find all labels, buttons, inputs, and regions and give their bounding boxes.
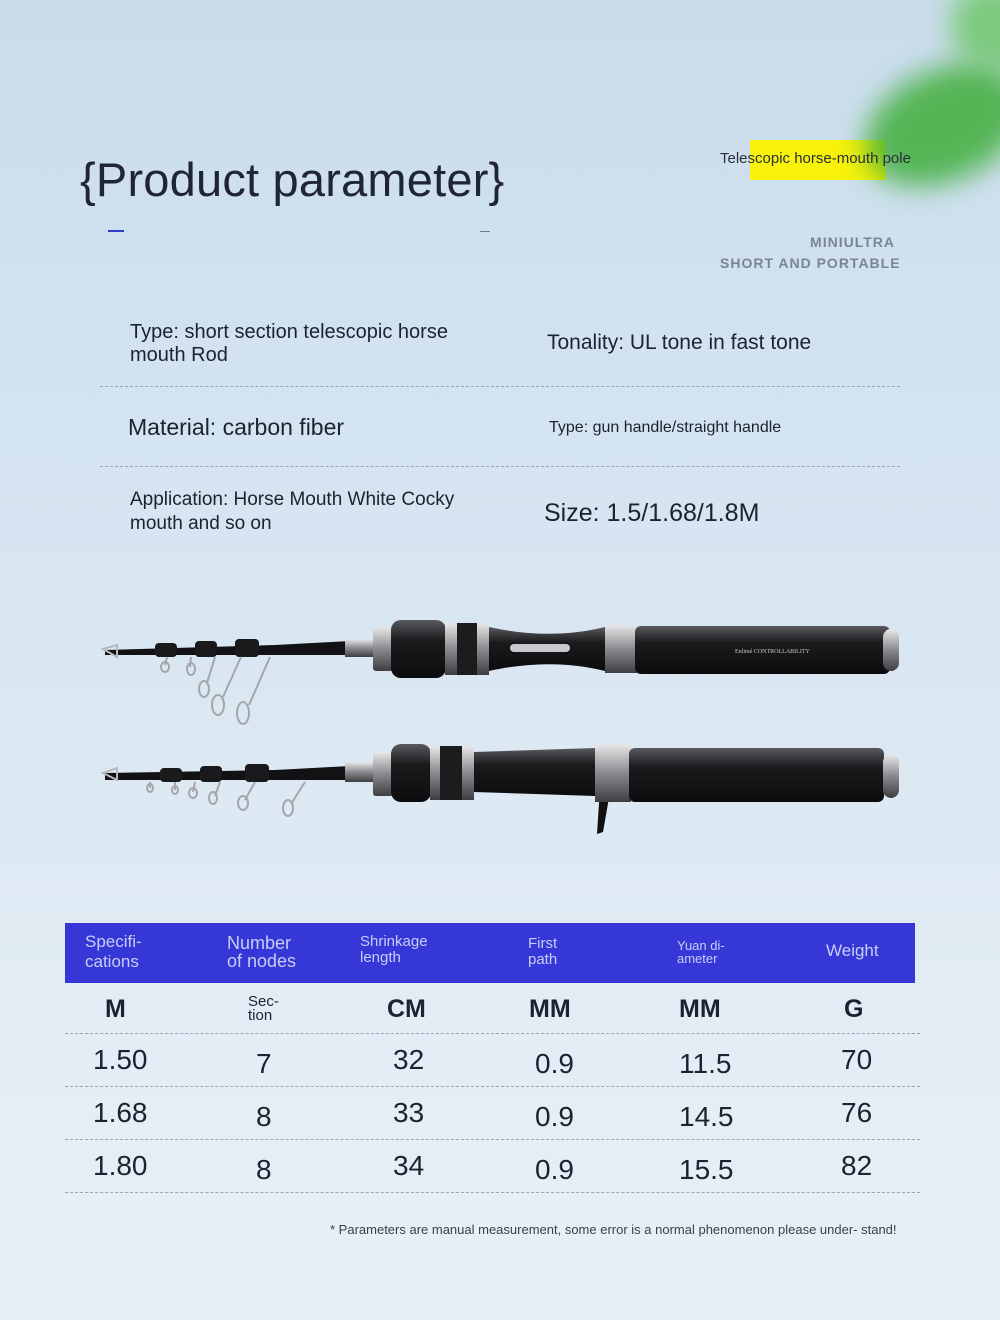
unit-cell: MM bbox=[529, 995, 571, 1023]
product-subtag bbox=[720, 232, 901, 274]
unit-cell: MM bbox=[679, 995, 721, 1023]
cell-weight: 82 bbox=[841, 1150, 873, 1181]
cell-sections: 8 bbox=[256, 1101, 272, 1132]
cell-weight: 70 bbox=[841, 1044, 873, 1075]
row-divider bbox=[65, 1192, 920, 1193]
cell-diameter: 14.5 bbox=[679, 1101, 734, 1132]
straight-handle-rod-image bbox=[95, 605, 915, 730]
spec-material: Material: carbon fiber bbox=[128, 414, 345, 440]
rod-logo-text: Enlimé CONTROLLABILITY bbox=[735, 649, 810, 655]
spec-type: Type: short section telescopic horse mouth Rod bbox=[130, 321, 448, 366]
gun-handle-rod-image bbox=[95, 730, 915, 840]
cell-shrinkage: 33 bbox=[393, 1097, 425, 1128]
table-row bbox=[65, 1140, 915, 1192]
col-header-shrinkage: Shrinkage length bbox=[360, 933, 428, 966]
cell-diameter: 11.5 bbox=[679, 1048, 732, 1079]
table-header-row bbox=[65, 923, 915, 983]
divider bbox=[100, 466, 900, 467]
subtag-line: SHORT AND PORTABLE bbox=[720, 255, 901, 271]
spec-tonality: Tonality: UL tone in fast tone bbox=[547, 331, 812, 354]
table-row bbox=[65, 1087, 915, 1139]
cell-sections: 8 bbox=[256, 1154, 272, 1185]
footnote: * Parameters are manual measurement, some error is a normal phenomenon please under- stand! bbox=[330, 1222, 897, 1237]
col-header-first-path: First path bbox=[528, 935, 558, 968]
cell-first-path: 0.9 bbox=[535, 1101, 574, 1132]
divider bbox=[100, 386, 900, 387]
spec-size: Size: 1.5/1.68/1.8M bbox=[544, 499, 760, 527]
cell-diameter: 15.5 bbox=[679, 1154, 734, 1185]
cell-length: 1.50 bbox=[93, 1044, 148, 1075]
cell-sections: 7 bbox=[256, 1048, 272, 1079]
spec-handle: Type: gun handle/straight handle bbox=[549, 419, 782, 436]
spec-table bbox=[65, 923, 915, 1193]
unit-cell: CM bbox=[387, 995, 426, 1023]
product-tag-text: Telescopic horse-mouth pole bbox=[720, 150, 911, 167]
subtag-line: MINIULTRA bbox=[810, 234, 895, 250]
title-underline-decoration bbox=[480, 231, 490, 232]
unit-cell: Sec- tion bbox=[248, 993, 279, 1024]
col-header-nodes: Number of nodes bbox=[227, 933, 297, 971]
unit-cell: M bbox=[105, 995, 126, 1023]
table-units-row bbox=[65, 983, 915, 1033]
col-header-specifications: Specifi- cations bbox=[85, 932, 142, 971]
cell-first-path: 0.9 bbox=[535, 1048, 574, 1079]
cell-length: 1.68 bbox=[93, 1097, 148, 1128]
table-row bbox=[65, 1034, 915, 1086]
cell-shrinkage: 34 bbox=[393, 1150, 425, 1181]
page-title: {Product parameter} bbox=[80, 153, 505, 206]
title-underline-decoration bbox=[108, 230, 124, 232]
unit-cell: G bbox=[844, 995, 864, 1023]
product-tag bbox=[720, 150, 911, 167]
col-header-weight: Weight bbox=[826, 941, 879, 960]
green-leaf-decoration bbox=[950, 0, 1000, 70]
cell-length: 1.80 bbox=[93, 1150, 148, 1181]
spec-application: Application: Horse Mouth White Cocky mouth and so on bbox=[130, 489, 455, 534]
cell-first-path: 0.9 bbox=[535, 1154, 574, 1185]
cell-shrinkage: 32 bbox=[393, 1044, 425, 1075]
cell-weight: 76 bbox=[841, 1097, 873, 1128]
col-header-diameter: Yuan di- ameter bbox=[677, 938, 725, 966]
